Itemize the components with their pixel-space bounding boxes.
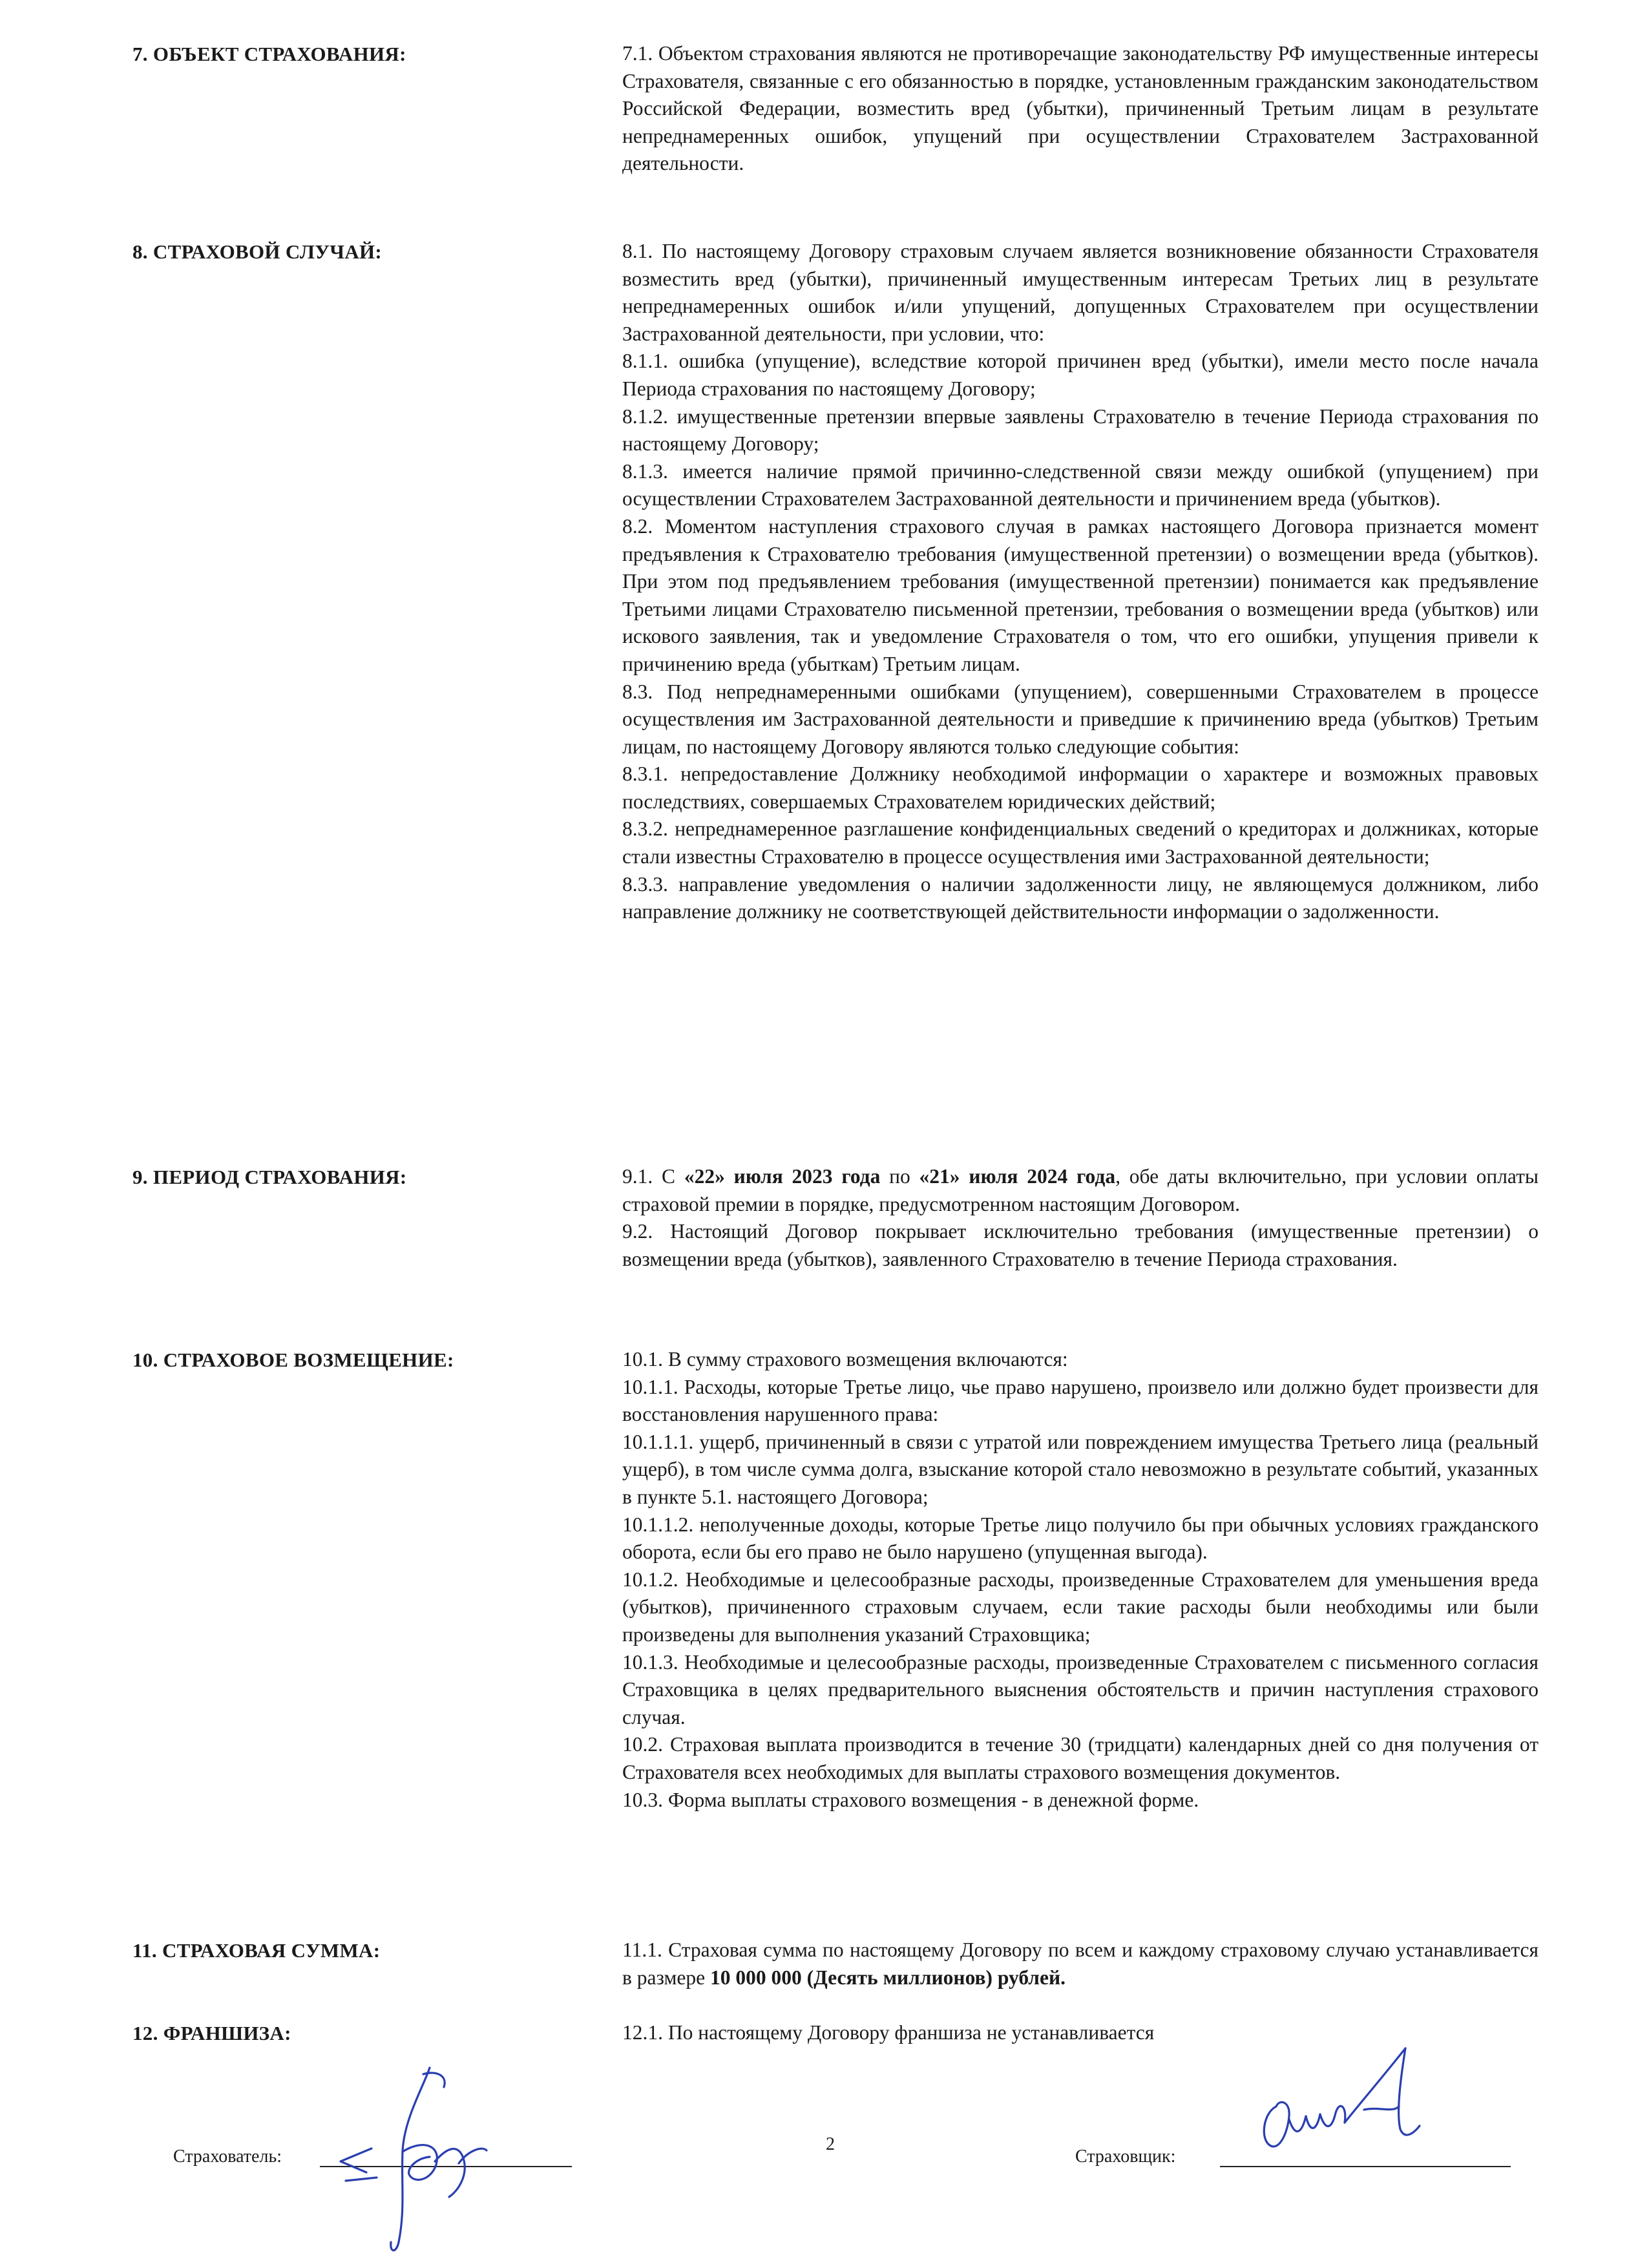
insured-label: Страхователь: — [173, 2147, 282, 2167]
clause-10-1-1-2: 10.1.1.2. неполученные доходы, которые Третье лицо получило бы при обычных условиях гражданского оборота, если бы его право не было нарушено (упущенная выгода). — [622, 1513, 1539, 1564]
clause-8-1-1: 8.1.1. ошибка (упущение), вследствие которой причинен вред (убытки), имели место после начала Периода страхования по настоящему Договору; — [622, 350, 1539, 400]
section-10-heading: 10. СТРАХОВОЕ ВОЗМЕЩЕНИЕ: — [132, 1349, 454, 1371]
clause-9-1-lead: 9.1. С — [622, 1165, 684, 1188]
period-end-date: «21» июля 2024 года — [919, 1165, 1116, 1188]
clause-10-1: 10.1. В сумму страхового возмещения включаются: — [622, 1348, 1068, 1370]
section-9-heading: 9. ПЕРИОД СТРАХОВАНИЯ: — [132, 1166, 407, 1188]
section-7-heading: 7. ОБЪЕКТ СТРАХОВАНИЯ: — [132, 43, 406, 65]
section-7-body — [622, 40, 1539, 178]
insurer-signature-line — [1220, 2166, 1511, 2167]
clause-8-3-3: 8.3.3. направление уведомления о наличии задолженности лицу, не являющемуся должником, либо направление должнику не соответствующей действительности информации о задолженности. — [622, 872, 1539, 923]
section-11-heading: 11. СТРАХОВАЯ СУММА: — [132, 1939, 381, 1962]
clause-10-3: 10.3. Форма выплаты страхового возмещения - в денежной форме. — [622, 1788, 1199, 1811]
clause-12-1: 12.1. По настоящему Договору франшиза не устанавливается — [622, 2021, 1155, 2044]
clause-11-1-lead: 11.1. Страховая сумма по настоящему Договору по всем и каждому страховому случаю устанавливается в размере — [622, 1938, 1539, 1989]
clause-10-1-3: 10.1.3. Необходимые и целесообразные расходы, произведенные Страхователем с письменного согласия Страховщика в целях предварительного выяснения обстоятельств и причин наступления страхового случая. — [622, 1650, 1539, 1728]
clause-11-1 — [622, 1937, 1539, 1991]
clause-8-2: 8.2. Моментом наступления страхового случая в рамках настоящего Договора признается момент предъявления к Страхователю требования (имущественной претензии) о возмещении вреда (убытков). При этом под предъявлением требования (имущественной претензии) понимается как предъявление Третьими лицами Страхователю письменной претензии, требования о возмещении вреда (убытков) или искового заявления, так и уведомление Страхователя о том, что его ошибки, упущения привели к причинению вреда (убыткам) Третьим лицам. — [622, 514, 1539, 675]
insurer-label: Страховщик: — [1075, 2147, 1176, 2167]
clause-8-1: 8.1. По настоящему Договору страховым случаем является возникновение обязанности Страхователя возместить вред (убытки), причиненный имущественным интересам Третьих лиц в результате непреднамеренных ошибок и/или упущений, допущенных Страхователем при осуществлении Застрахованной деятельности, при условии, что: — [622, 240, 1539, 345]
insured-signature-icon — [326, 2048, 494, 2255]
clause-8-3-1: 8.3.1. непредоставление Должнику необходимой информации о характере и возможных правовых последствиях, совершаемых Страхователем юридических действий; — [622, 762, 1539, 813]
period-start-date: «22» июля 2023 года — [684, 1165, 881, 1188]
clause-9-2: 9.2. Настоящий Договор покрывает исключительно требования (имущественные претензии) о возмещении вреда (убытков), заявленного Страхователю в течение Периода страхования. — [622, 1220, 1539, 1270]
section-8-body — [622, 238, 1539, 926]
section-8-heading: 8. СТРАХОВОЙ СЛУЧАЙ: — [132, 240, 383, 263]
clause-9-1-to: по — [880, 1165, 919, 1188]
clause-10-1-2: 10.1.2. Необходимые и целесообразные расходы, произведенные Страхователем для уменьшения вреда (убытков), причиненного страховым случаем, если такие расходы были необходимы или были произведены для выполнения указаний Страховщика; — [622, 1568, 1539, 1646]
clause-9-1-tail: , обе даты включительно, при условии оплаты страховой премии в порядке, предусмотренном настоящим Договором. — [622, 1165, 1539, 1215]
clause-8-1-2: 8.1.2. имущественные претензии впервые заявлены Страхователю в течение Периода страхования по настоящему Договору; — [622, 404, 1539, 456]
page-number: 2 — [826, 2134, 835, 2154]
section-11-body — [622, 1937, 1539, 1991]
clause-10-1-1: 10.1.1. Расходы, которые Третье лицо, чье право нарушено, произвело или должно будет произвести для восстановления нарушенного права: — [622, 1375, 1539, 1426]
insurer-signature-icon — [1250, 2042, 1444, 2165]
section-12-heading: 12. ФРАНШИЗА: — [132, 2022, 291, 2044]
clause-10-1-1-1: 10.1.1.1. ущерб, причиненный в связи с утратой или повреждением имущества Третьего лица (реальный ущерб), в том числе сумма долга, взыскание которой стало невозможно в результате событий, указанных в пункте 5.1. настоящего Договора; — [622, 1430, 1539, 1508]
section-10-body — [622, 1346, 1539, 1814]
clause-7-1: 7.1. Объектом страхования являются не противоречащие законодательству РФ имущественные интересы Страхователя, связанные с его обязанностью в порядке, установленным гражданским законодательством Российской Федерации, возместить вред (убытки), причиненный Третьим лицам в результате непреднамеренных ошибок, упущений при осуществлении Страхователем Застрахованной деятельности. — [622, 42, 1539, 175]
insured-sum: 10 000 000 (Десять миллионов) рублей. — [710, 1966, 1066, 1989]
clause-10-2: 10.2. Страховая выплата производится в течение 30 (тридцати) календарных дней со дня получения от Страхователя всех необходимых для выплаты страхового возмещения документов. — [622, 1733, 1539, 1783]
clause-8-3: 8.3. Под непреднамеренными ошибками (упущением), совершенными Страхователем в процессе осуществления им Застрахованной деятельности и приведшие к причинению вреда (убытков) Третьим лицам, по настоящему Договору являются только следующие события: — [622, 680, 1539, 758]
clause-8-3-2: 8.3.2. непреднамеренное разглашение конфиденциальных сведений о кредиторах и должниках, которые стали известны Страхователю в процессе осуществления ими Застрахованной деятельности; — [622, 817, 1539, 868]
section-9-body — [622, 1163, 1539, 1273]
clause-9-1 — [622, 1163, 1539, 1218]
clause-8-1-3: 8.1.3. имеется наличие прямой причинно-следственной связи между ошибкой (упущением) при осуществлении Страхователем Застрахованной деятельности и причинением вреда (убытков). — [622, 459, 1539, 510]
